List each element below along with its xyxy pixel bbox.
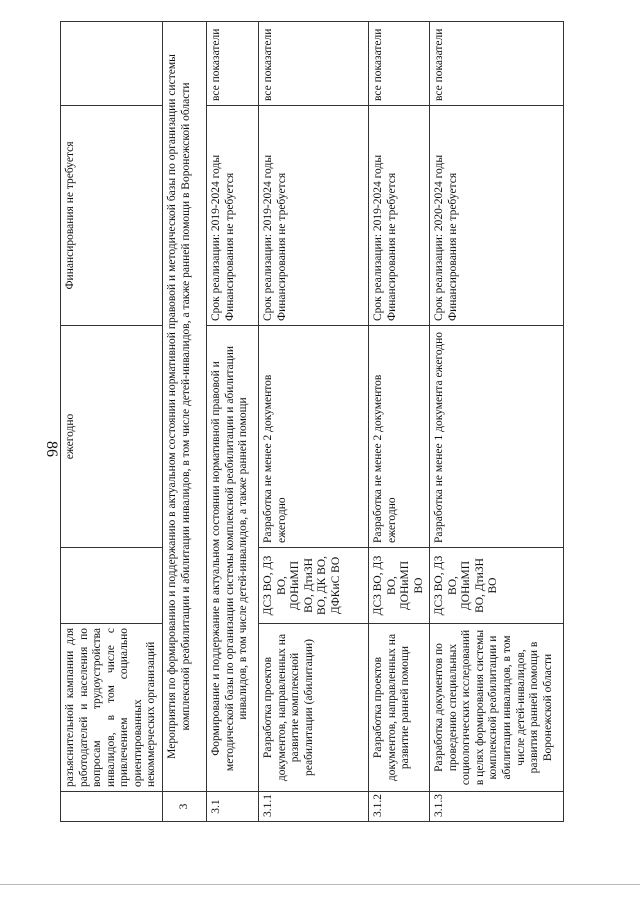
item-indicators: все показатели	[368, 21, 429, 105]
page-number: 86	[43, 441, 60, 457]
item-result: Разработка не менее 1 документа ежегодно	[430, 325, 564, 547]
item-name: Разработка документов по проведению специальных социологических исследований в целях формирования системы комплексной реабилитации и абилитации инвалидов, в том числе детей-инвалидов, развития ранней помощи в Воронежской области	[430, 624, 564, 792]
plan-table	[60, 21, 564, 822]
item-result: Разработка не менее 2 документов ежегодно	[258, 325, 368, 547]
subsection-title: Формирование и поддержание в актуальном состоянии нормативной правовой и методической базы по организации системы комплексной реабилитации и абилитации инвалидов, в том числе детей-инвалидов, а также ранней помощи	[206, 325, 258, 791]
item-name: Разработка проектов документов, направленных на развитие ранней помощи	[368, 624, 429, 792]
table-row	[368, 21, 429, 821]
item-indicators: все показатели	[258, 21, 368, 105]
rotated-table-container	[60, 22, 554, 822]
item-term: Срок реализации: 2019-2024 годы Финансирования не требуется	[258, 105, 368, 325]
subsection-indicators: все показатели	[206, 21, 258, 105]
item-term: Срок реализации: 2019-2024 годы Финансирования не требуется	[368, 105, 429, 325]
item-executor: ДСЗ ВО, ДЗ ВО, ДОНиМП ВО	[368, 548, 429, 624]
item-result: Разработка не менее 2 документов ежегодно	[368, 325, 429, 547]
section-row	[162, 21, 206, 821]
measure-name: разъяснительной кампании для работодателей и населения по вопросам трудоустройства инвалидов, в том числе с привлечением социально ориентированных некоммерческих организаций	[61, 624, 163, 792]
row-number	[61, 792, 163, 822]
item-number: 3.1.2	[368, 792, 429, 822]
item-number: 3.1.1	[258, 792, 368, 822]
indicators	[61, 21, 163, 105]
item-indicators: все показатели	[430, 21, 564, 105]
subsection-number: 3.1	[206, 792, 258, 822]
item-executor: ДСЗ ВО, ДЗ ВО, ДОНиМП ВО, ДтиЗН ВО, ДК ВО, ДФКиС ВО	[258, 548, 368, 624]
item-term: Срок реализации: 2020-2024 годы Финансирования не требуется	[430, 105, 564, 325]
executor	[61, 548, 163, 624]
term-funding: Финансирования не требуется	[61, 105, 163, 325]
result: ежегодно	[61, 325, 163, 547]
item-number: 3.1.3	[430, 792, 564, 822]
item-name: Разработка проектов документов, направленных на развитие комплексной реабилитации (абилитации)	[258, 624, 368, 792]
subsection-row	[206, 21, 258, 821]
section-number: 3	[162, 792, 206, 822]
section-title: Мероприятия по формированию и поддержанию в актуальном состоянии нормативной правовой и методической базы по организации системы комплексной реабилитации и абилитации инвалидов, в том числе детей-инвалидов, а также ранней помощи в Воронежской области	[162, 21, 206, 791]
item-executor: ДСЗ ВО, ДЗ ВО, ДОНиМП ВО, ДтиЗН ВО	[430, 548, 564, 624]
scan-edge-line	[0, 884, 640, 885]
subsection-term: Срок реализации: 2019-2024 годы Финансирования не требуется	[206, 105, 258, 325]
table-row	[258, 21, 368, 821]
table-row	[430, 21, 564, 821]
table-row	[61, 21, 163, 821]
